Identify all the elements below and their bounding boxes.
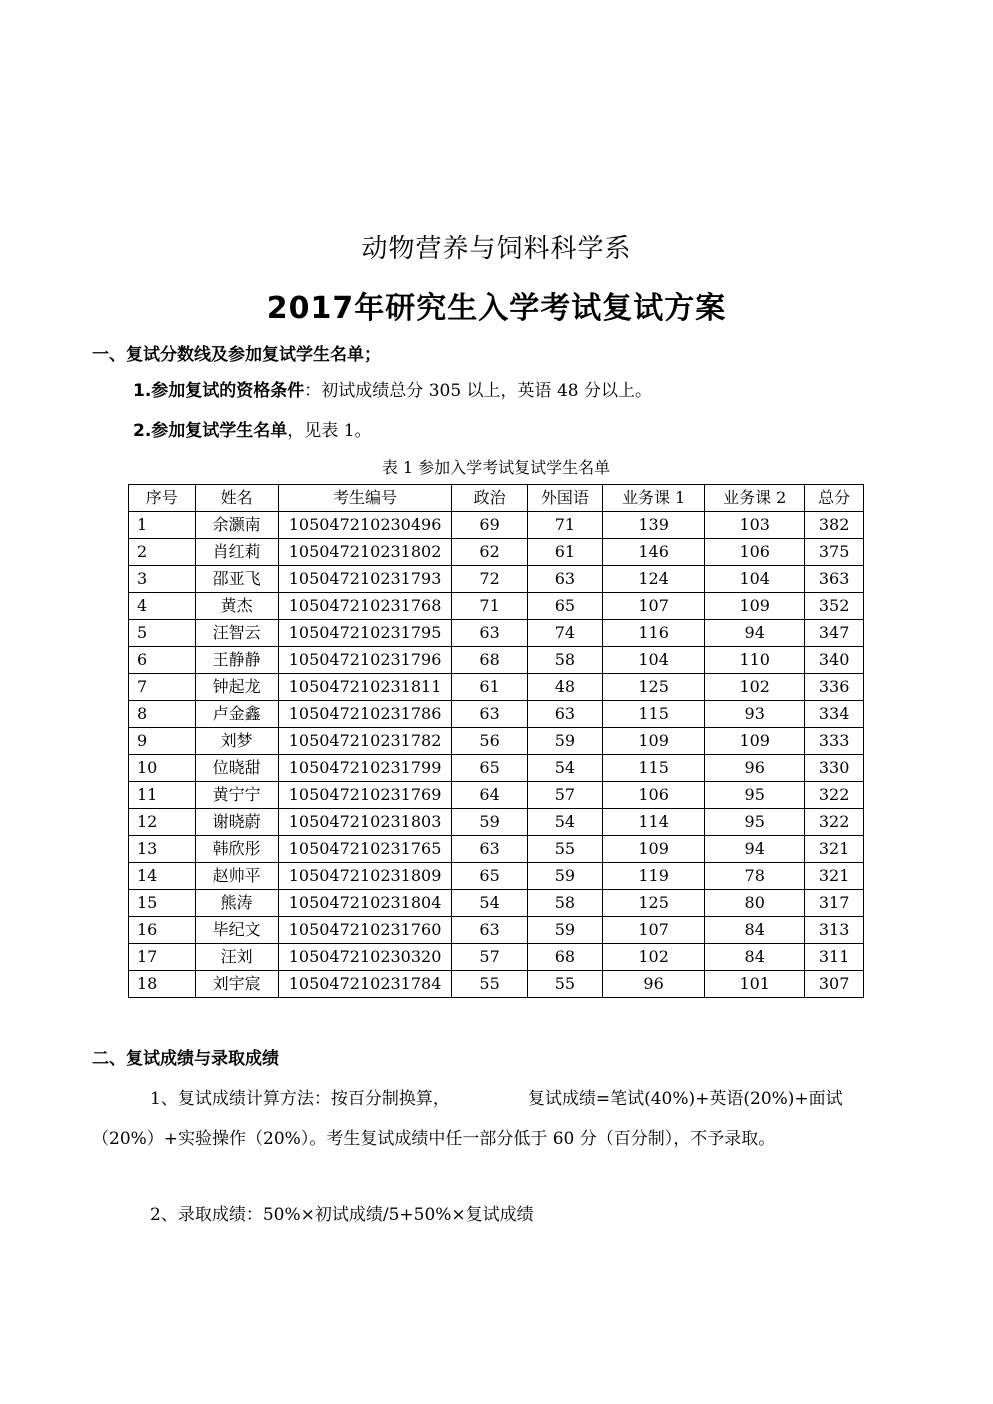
cell-course-2: 109 — [705, 593, 805, 620]
table-row — [129, 674, 864, 701]
table-row — [129, 728, 864, 755]
cell-index: 17 — [129, 944, 196, 971]
cell-course-1: 104 — [603, 647, 705, 674]
cell-foreign-language: 59 — [527, 728, 602, 755]
cell-index: 12 — [129, 809, 196, 836]
cell-politics: 54 — [452, 890, 527, 917]
cell-course-2: 84 — [705, 917, 805, 944]
cell-name: 位晓甜 — [195, 755, 278, 782]
cell-politics: 59 — [452, 809, 527, 836]
cell-politics: 71 — [452, 593, 527, 620]
eligibility-label: 1.参加复试的资格条件 — [133, 381, 305, 401]
cell-name: 黄杰 — [195, 593, 278, 620]
cell-exam-id: 105047210231786 — [278, 701, 452, 728]
cell-total: 347 — [805, 620, 864, 647]
table-row — [129, 512, 864, 539]
header-exam-id: 考生编号 — [278, 485, 452, 512]
cell-total: 321 — [805, 863, 864, 890]
cell-course-2: 103 — [705, 512, 805, 539]
header-name: 姓名 — [195, 485, 278, 512]
cell-name: 王静静 — [195, 647, 278, 674]
cell-foreign-language: 68 — [527, 944, 602, 971]
cell-name: 汪刘 — [195, 944, 278, 971]
cell-exam-id: 105047210230496 — [278, 512, 452, 539]
table-row — [129, 620, 864, 647]
cell-course-2: 104 — [705, 566, 805, 593]
cell-exam-id: 105047210231760 — [278, 917, 452, 944]
header-total: 总分 — [805, 485, 864, 512]
cell-name: 黄宁宁 — [195, 782, 278, 809]
cell-course-1: 114 — [603, 809, 705, 836]
table-caption: 表 1 参加入学考试复试学生名单 — [381, 458, 611, 477]
cell-politics: 56 — [452, 728, 527, 755]
cell-name: 刘宇宸 — [195, 971, 278, 998]
table-row — [129, 701, 864, 728]
cell-course-2: 101 — [705, 971, 805, 998]
cell-foreign-language: 58 — [527, 647, 602, 674]
cell-course-2: 94 — [705, 620, 805, 647]
header-politics: 政治 — [452, 485, 527, 512]
cell-total: 363 — [805, 566, 864, 593]
cell-course-2: 106 — [705, 539, 805, 566]
cell-politics: 69 — [452, 512, 527, 539]
retest-method-text: 1、复试成绩计算方法：按百分制换算， — [150, 1089, 450, 1109]
cell-foreign-language: 54 — [527, 809, 602, 836]
retest-score-rule: （20%）+实验操作（20%）。考生复试成绩中任一部分低于 60 分（百分制），不予录取。 — [92, 1129, 776, 1149]
retest-score-method — [150, 1084, 843, 1109]
section-2-heading: 二、复试成绩与录取成绩 — [92, 1049, 279, 1069]
cell-index: 9 — [129, 728, 196, 755]
cell-course-2: 80 — [705, 890, 805, 917]
cell-total: 375 — [805, 539, 864, 566]
cell-total: 311 — [805, 944, 864, 971]
cell-total: 322 — [805, 809, 864, 836]
header-foreign-language: 外国语 — [527, 485, 602, 512]
cell-course-2: 93 — [705, 701, 805, 728]
cell-index: 4 — [129, 593, 196, 620]
header-course-2: 业务课 2 — [705, 485, 805, 512]
table-row — [129, 836, 864, 863]
cell-politics: 65 — [452, 755, 527, 782]
cell-name: 肖红莉 — [195, 539, 278, 566]
cell-total: 307 — [805, 971, 864, 998]
cell-index: 16 — [129, 917, 196, 944]
cell-foreign-language: 59 — [527, 917, 602, 944]
cell-total: 336 — [805, 674, 864, 701]
cell-politics: 62 — [452, 539, 527, 566]
table-row — [129, 944, 864, 971]
cell-exam-id: 105047210231809 — [278, 863, 452, 890]
cell-course-1: 96 — [603, 971, 705, 998]
cell-total: 340 — [805, 647, 864, 674]
cell-name: 熊涛 — [195, 890, 278, 917]
cell-politics: 63 — [452, 701, 527, 728]
cell-name: 汪智云 — [195, 620, 278, 647]
cell-politics: 72 — [452, 566, 527, 593]
cell-total: 382 — [805, 512, 864, 539]
cell-foreign-language: 63 — [527, 566, 602, 593]
cell-course-2: 102 — [705, 674, 805, 701]
cell-name: 刘梦 — [195, 728, 278, 755]
cell-foreign-language: 58 — [527, 890, 602, 917]
cell-course-2: 94 — [705, 836, 805, 863]
cell-foreign-language: 48 — [527, 674, 602, 701]
cell-total: 330 — [805, 755, 864, 782]
table-row — [129, 890, 864, 917]
eligibility-text: ：初试成绩总分 305 以上，英语 48 分以上。 — [304, 381, 652, 401]
cell-course-2: 78 — [705, 863, 805, 890]
eligibility-paragraph — [133, 376, 652, 401]
cell-course-2: 110 — [705, 647, 805, 674]
cell-index: 3 — [129, 566, 196, 593]
cell-politics: 64 — [452, 782, 527, 809]
cell-course-1: 124 — [603, 566, 705, 593]
cell-index: 14 — [129, 863, 196, 890]
table-row — [129, 917, 864, 944]
cell-total: 313 — [805, 917, 864, 944]
cell-politics: 57 — [452, 944, 527, 971]
cell-exam-id: 105047210230320 — [278, 944, 452, 971]
cell-foreign-language: 61 — [527, 539, 602, 566]
table-row — [129, 782, 864, 809]
table-row — [129, 755, 864, 782]
cell-exam-id: 105047210231782 — [278, 728, 452, 755]
cell-foreign-language: 57 — [527, 782, 602, 809]
cell-exam-id: 105047210231795 — [278, 620, 452, 647]
cell-politics: 55 — [452, 971, 527, 998]
cell-exam-id: 105047210231802 — [278, 539, 452, 566]
table-row — [129, 809, 864, 836]
cell-foreign-language: 65 — [527, 593, 602, 620]
cell-course-1: 107 — [603, 917, 705, 944]
table-row — [129, 863, 864, 890]
cell-total: 333 — [805, 728, 864, 755]
cell-course-1: 106 — [603, 782, 705, 809]
student-list-label: 2.参加复试学生名单 — [133, 421, 288, 441]
cell-name: 余灏南 — [195, 512, 278, 539]
cell-name: 韩欣彤 — [195, 836, 278, 863]
cell-foreign-language: 71 — [527, 512, 602, 539]
cell-politics: 63 — [452, 620, 527, 647]
student-table — [128, 484, 864, 998]
cell-course-1: 146 — [603, 539, 705, 566]
cell-total: 321 — [805, 836, 864, 863]
table-row — [129, 539, 864, 566]
cell-politics: 65 — [452, 863, 527, 890]
cell-course-1: 102 — [603, 944, 705, 971]
cell-course-1: 115 — [603, 701, 705, 728]
table-header-row — [129, 485, 864, 512]
cell-name: 谢晓蔚 — [195, 809, 278, 836]
cell-index: 7 — [129, 674, 196, 701]
cell-index: 10 — [129, 755, 196, 782]
cell-course-1: 115 — [603, 755, 705, 782]
table-row — [129, 971, 864, 998]
cell-foreign-language: 55 — [527, 971, 602, 998]
cell-total: 322 — [805, 782, 864, 809]
cell-index: 15 — [129, 890, 196, 917]
student-list-text: ，见表 1。 — [287, 421, 372, 441]
cell-course-1: 125 — [603, 890, 705, 917]
cell-index: 8 — [129, 701, 196, 728]
cell-politics: 63 — [452, 917, 527, 944]
cell-total: 352 — [805, 593, 864, 620]
cell-exam-id: 105047210231768 — [278, 593, 452, 620]
cell-index: 5 — [129, 620, 196, 647]
cell-name: 毕纪文 — [195, 917, 278, 944]
cell-exam-id: 105047210231811 — [278, 674, 452, 701]
admission-score-formula: 2、录取成绩：50%×初试成绩/5+50%×复试成绩 — [150, 1205, 534, 1225]
cell-course-1: 109 — [603, 728, 705, 755]
cell-index: 18 — [129, 971, 196, 998]
cell-name: 钟起龙 — [195, 674, 278, 701]
cell-exam-id: 105047210231784 — [278, 971, 452, 998]
cell-name: 赵帅平 — [195, 863, 278, 890]
cell-foreign-language: 55 — [527, 836, 602, 863]
section-1-heading: 一、复试分数线及参加复试学生名单； — [92, 345, 381, 365]
table-row — [129, 566, 864, 593]
cell-exam-id: 105047210231793 — [278, 566, 452, 593]
department-title: 动物营养与饲料科学系 — [361, 234, 632, 264]
cell-politics: 63 — [452, 836, 527, 863]
cell-course-1: 119 — [603, 863, 705, 890]
cell-course-1: 107 — [603, 593, 705, 620]
header-index: 序号 — [129, 485, 196, 512]
cell-foreign-language: 74 — [527, 620, 602, 647]
cell-foreign-language: 63 — [527, 701, 602, 728]
cell-index: 13 — [129, 836, 196, 863]
cell-name: 邵亚飞 — [195, 566, 278, 593]
cell-course-2: 95 — [705, 809, 805, 836]
cell-course-1: 109 — [603, 836, 705, 863]
cell-course-2: 84 — [705, 944, 805, 971]
cell-exam-id: 105047210231769 — [278, 782, 452, 809]
table-row — [129, 593, 864, 620]
cell-exam-id: 105047210231803 — [278, 809, 452, 836]
cell-politics: 68 — [452, 647, 527, 674]
cell-course-2: 96 — [705, 755, 805, 782]
cell-exam-id: 105047210231765 — [278, 836, 452, 863]
cell-politics: 61 — [452, 674, 527, 701]
cell-foreign-language: 59 — [527, 863, 602, 890]
student-list-paragraph — [133, 416, 372, 441]
table-row — [129, 647, 864, 674]
cell-course-2: 95 — [705, 782, 805, 809]
cell-index: 11 — [129, 782, 196, 809]
page-title: 2017年研究生入学考试复试方案 — [266, 291, 727, 326]
cell-course-2: 109 — [705, 728, 805, 755]
cell-total: 334 — [805, 701, 864, 728]
cell-index: 6 — [129, 647, 196, 674]
header-course-1: 业务课 1 — [603, 485, 705, 512]
cell-name: 卢金鑫 — [195, 701, 278, 728]
cell-course-1: 116 — [603, 620, 705, 647]
retest-formula-text: 复试成绩=笔试(40%)+英语(20%)+面试 — [527, 1089, 843, 1109]
cell-index: 1 — [129, 512, 196, 539]
cell-exam-id: 105047210231796 — [278, 647, 452, 674]
cell-course-1: 139 — [603, 512, 705, 539]
cell-foreign-language: 54 — [527, 755, 602, 782]
cell-index: 2 — [129, 539, 196, 566]
cell-course-1: 125 — [603, 674, 705, 701]
cell-total: 317 — [805, 890, 864, 917]
cell-exam-id: 105047210231799 — [278, 755, 452, 782]
table-body — [129, 512, 864, 998]
cell-exam-id: 105047210231804 — [278, 890, 452, 917]
